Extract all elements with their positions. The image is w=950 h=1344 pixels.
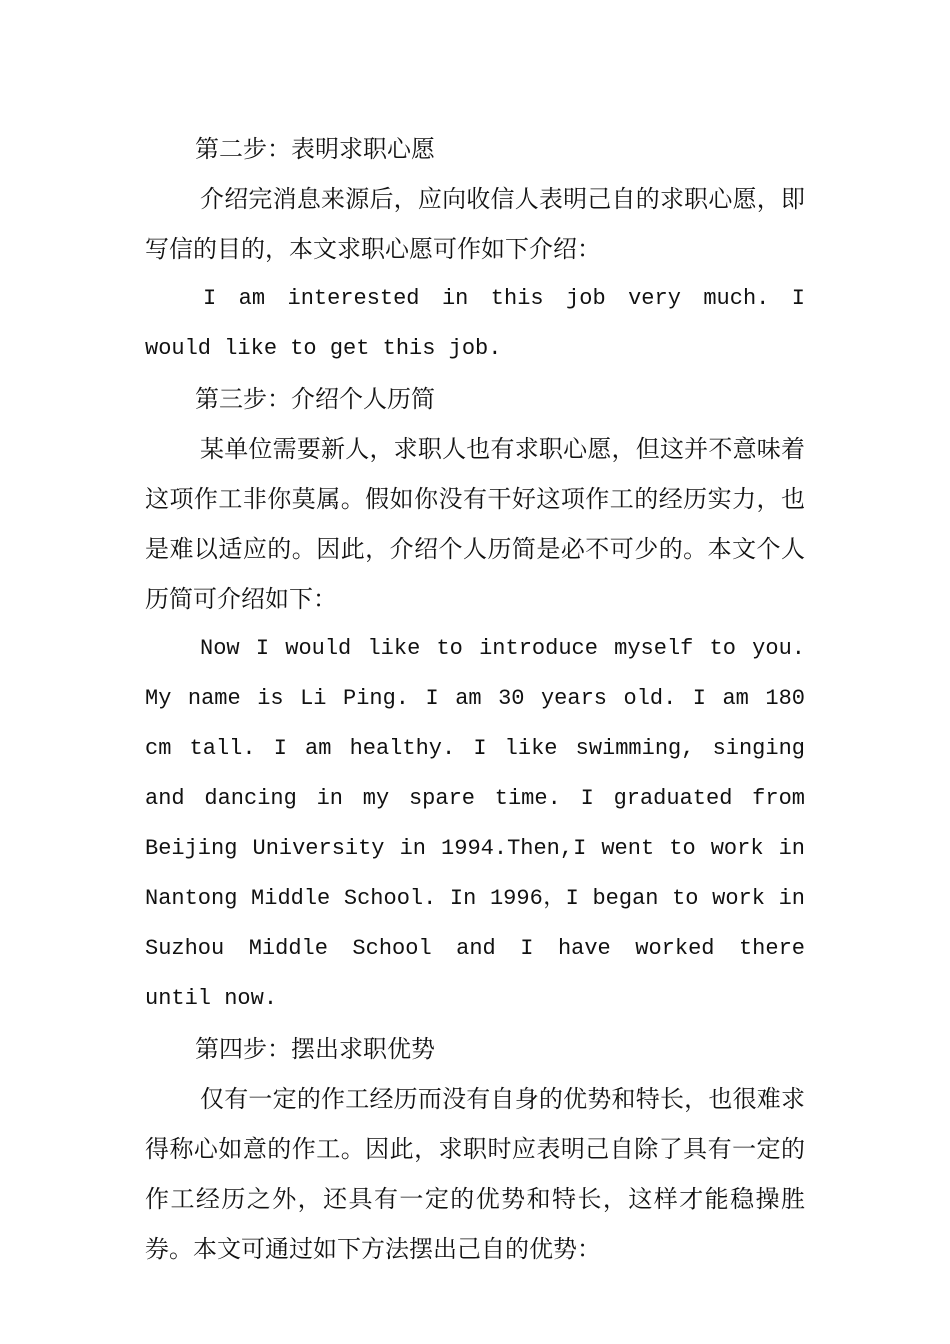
paragraph-intent: 介绍完消息来源后，应向收信人表明己自的求职心愿，即写信的目的，本文求职心愿可作如下介绍： bbox=[145, 185, 805, 263]
english-sample-resume: Now I would like to introduce myself to you. My name is Li Ping. I am 30 years old. I am 180 cm tall. I am healthy. I like swimming, singing and dancing in my spare time. I graduated from Beijing University in 1994.Then,I went to work in Nantong Middle School. In 1996，I began to work in Suzhou Middle School and I have worked there until now. bbox=[145, 636, 805, 1011]
paragraph-advantages: 仅有一定的作工经历而没有自身的优势和特长，也很难求得称心如意的作工。因此，求职时应表明己自除了具有一定的作工经历之外，还具有一定的优势和特长，这样才能稳操胜券。本文可通过如下方法摆出己自的优势： bbox=[145, 1085, 805, 1263]
paragraph-resume: 某单位需要新人，求职人也有求职心愿，但这并不意味着这项作工非你莫属。假如你没有干好这项作工的经历实力，也是难以适应的。因此，介绍个人历简是必不可少的。本文个人历简可介绍如下： bbox=[145, 435, 805, 613]
section-heading-step-2: 第二步：表明求职心愿 bbox=[195, 135, 435, 163]
document-body bbox=[145, 124, 805, 1274]
english-sample-intent: I am interested in this job very much. I would like to get this job. bbox=[145, 286, 805, 361]
section-heading-step-4: 第四步：摆出求职优势 bbox=[195, 1035, 435, 1063]
section-heading-step-3: 第三步：介绍个人历简 bbox=[195, 385, 435, 413]
